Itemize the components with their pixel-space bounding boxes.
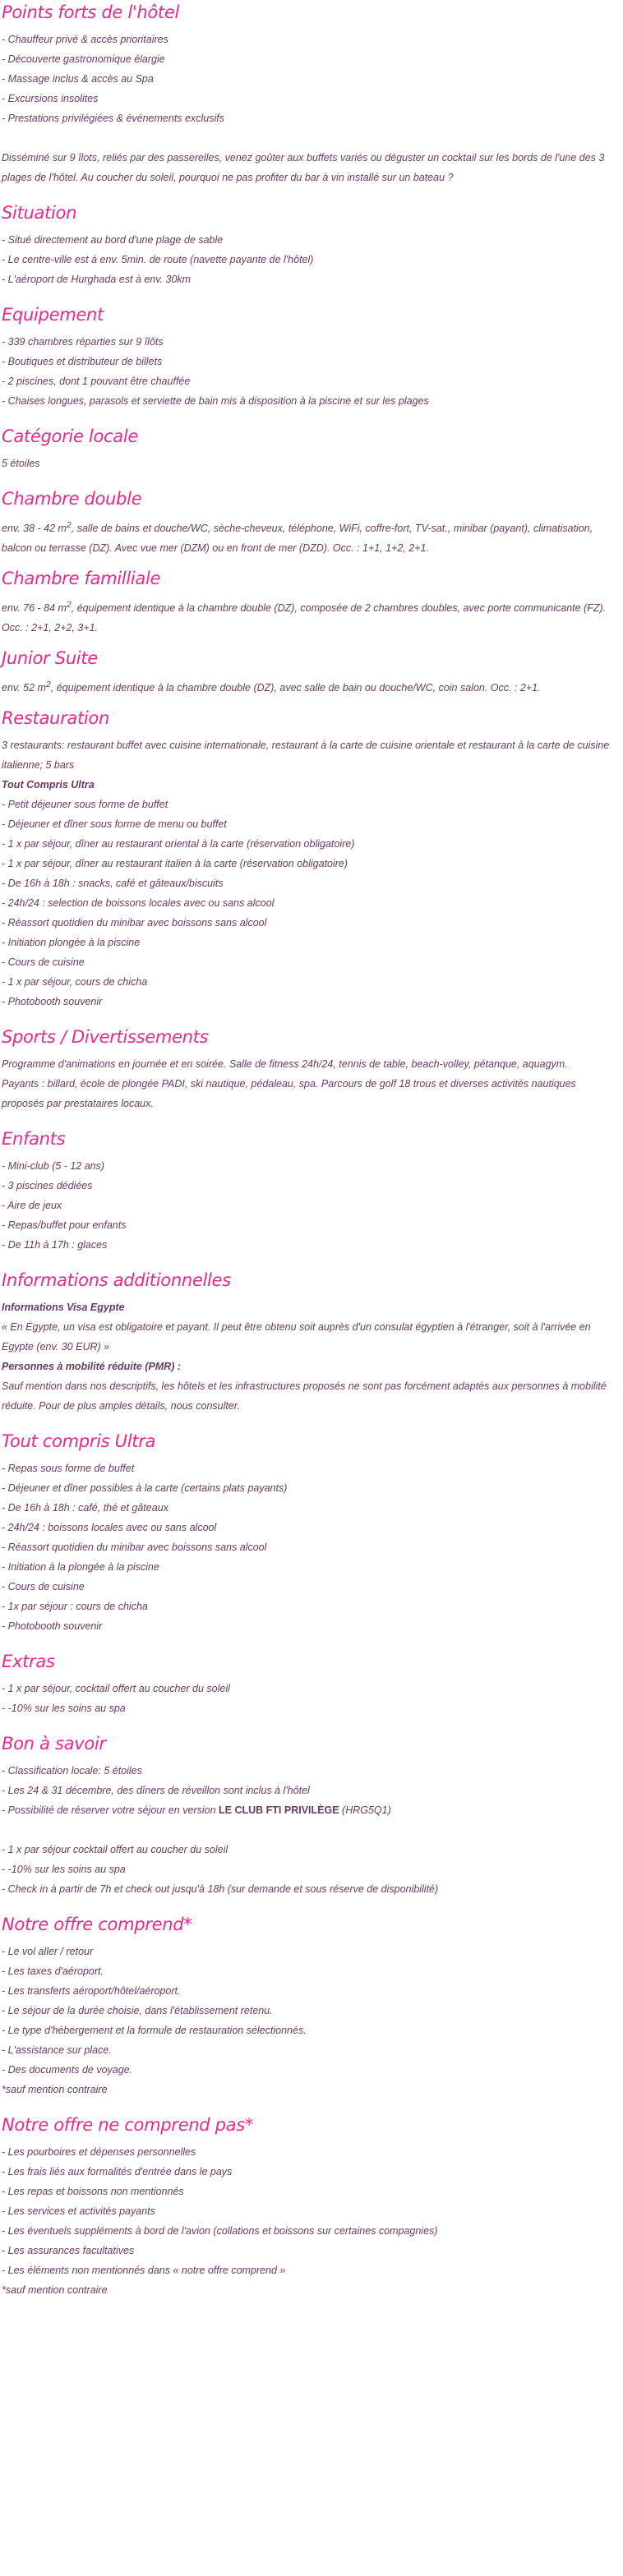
list-item: *sauf mention contraire	[2, 2084, 108, 2096]
tout-compris-list	[2, 1459, 618, 1636]
list-item: - -10% sur les soins au spa	[2, 1864, 126, 1876]
visa-text: « En Égypte, un visa est obligatoire et payant. Il peut être obtenu soit auprès d'un consulat égyptien à l'étranger, soit à l'arrivée en Egypte (env. 30 EUR) »	[2, 1321, 591, 1353]
section-title: Extras	[2, 1652, 55, 1672]
list-item: - Excursions insolites	[2, 93, 99, 104]
bon-a-savoir-list-a	[2, 1761, 618, 1800]
list-item: - 1 x par séjour, cours de chicha	[2, 976, 148, 988]
list-item: - Le vol aller / retour	[2, 1946, 94, 1958]
section-title: Chambre double	[2, 489, 142, 509]
enfants-list	[2, 1156, 618, 1255]
list-item: - Les éventuels suppléments à bord de l'avion (collations et boissons sur certaines compagnies)	[2, 2225, 438, 2237]
list-item: - Initiation plongée à la piscine	[2, 937, 141, 949]
categorie-text: 5 étoiles	[2, 458, 40, 469]
list-item: - Les taxes d'aéroport.	[2, 1965, 104, 1978]
list-item: - Les pourboires et dépenses personnelles	[2, 2146, 196, 2159]
superscript: 2	[66, 601, 72, 611]
list-item: - Situé directement au bord d'une plage de sable	[2, 234, 224, 246]
list-item: - 1x par séjour : cours de chicha	[2, 1601, 148, 1613]
text-part: env. 76 - 84 m	[2, 602, 67, 615]
list-item: - Réassort quotidien du minibar avec boissons sans alcool	[2, 1541, 267, 1554]
list-item: - De 16h à 18h : café, thé et gâteaux	[2, 1502, 168, 1514]
list-item: - Les assurances facultatives	[2, 2245, 135, 2257]
situation-list	[2, 230, 618, 289]
list-item: - Les transferts aéroport/hôtel/aéroport.	[2, 1985, 181, 1998]
visa-title: Informations Visa Egypte	[2, 1302, 125, 1314]
list-item: - Les frais liés aux formalités d'entrée dans le pays	[2, 2166, 233, 2178]
restauration-list	[2, 795, 618, 1012]
list-item: - 1 x par séjour, cocktail offert au coucher du soleil	[2, 1683, 230, 1695]
list-item: - Des documents de voyage.	[2, 2064, 133, 2076]
section-enfants	[2, 1127, 618, 1255]
section-bon-a-savoir	[2, 1731, 618, 1899]
superscript: 2	[66, 521, 72, 530]
section-infos	[2, 1268, 618, 1416]
superscript: 2	[45, 680, 51, 690]
section-title: Sports / Divertissements	[2, 1027, 209, 1048]
section-restauration	[2, 706, 618, 1012]
list-item: - Découverte gastronomique élargie	[2, 53, 165, 65]
section-chambre-double	[2, 486, 618, 558]
restauration-subtitle: Tout Compris Ultra	[2, 779, 95, 791]
text-part: , équipement identique à la chambre double (DZ), composée de 2 chambres doubles, avec porte communicante (FZ). Occ. : 2+1, 2+2, 3+1.	[2, 602, 607, 634]
offre-comprend-list	[2, 1942, 618, 2099]
list-item: - Classification locale: 5 étoiles	[2, 1765, 142, 1777]
list-item: - Le type d'hébergement et la formule de restauration sélectionnés.	[2, 2025, 307, 2037]
club-code: (HRG5Q1)	[339, 1804, 391, 1817]
section-title: Situation	[2, 203, 77, 223]
section-title: Notre offre comprend*	[2, 1915, 192, 1935]
section-offre-comprend	[2, 1912, 618, 2099]
junior-suite-text	[2, 675, 618, 698]
section-title: Equipement	[2, 305, 104, 325]
list-item: - De 16h à 18h : snacks, café et gâteaux/biscuits	[2, 878, 224, 890]
pmr-title: Personnes à mobilité réduite (PMR) :	[2, 1361, 182, 1373]
section-title: Points forts de l'hôtel	[2, 2, 180, 22]
list-item: - Aire de jeux	[2, 1200, 62, 1212]
section-title: Informations additionnelles	[2, 1270, 231, 1291]
list-item: - 1 x par séjour, dîner au restaurant italien à la carte (réservation obligatoire)	[2, 858, 348, 870]
list-item: - Déjeuner et dîner possibles à la carte (certains plats payants)	[2, 1482, 288, 1495]
list-item: - 1 x par séjour, dîner au restaurant oriental à la carte (réservation obligatoire)	[2, 838, 355, 850]
list-item: - 2 piscines, dont 1 pouvant être chauffée	[2, 376, 191, 387]
list-item: - Photobooth souvenir	[2, 996, 103, 1008]
restauration-intro: 3 restaurants: restaurant buffet avec cuisine internationale, restaurant à la carte de cuisine orientale et restaurant à la carte de cuisine italienne; 5 bars	[2, 740, 610, 772]
extras-list	[2, 1679, 618, 1718]
list-item: - Initiation à la plongée à la piscine	[2, 1561, 159, 1574]
list-item: - Chaises longues, parasols et serviette de bain mis à disposition à la piscine et sur les plages	[2, 395, 429, 407]
list-item: - 1 x par séjour cocktail offert au coucher du soleil	[2, 1844, 228, 1856]
list-item: - Le centre-ville est à env. 5min. de route (navette payante de l'hôtel)	[2, 254, 314, 265]
list-item: - Check in à partir de 7h et check out jusqu'à 18h (sur demande et sous réserve de disponibilité)	[2, 1883, 439, 1896]
section-offre-ne-comprend	[2, 2113, 618, 2300]
section-title: Bon à savoir	[2, 1734, 106, 1754]
list-item: - Réassort quotidien du minibar avec boissons sans alcool	[2, 917, 267, 929]
list-item: - Déjeuner et dîner sous forme de menu ou buffet	[2, 818, 227, 831]
section-situation	[2, 200, 618, 289]
list-item: - Prestations privilégiées & événements exclusifs	[2, 113, 224, 124]
list-item: - 3 piscines dédiées	[2, 1180, 93, 1192]
club-line	[2, 1800, 618, 1820]
list-item: - De 11h à 17h : glaces	[2, 1239, 108, 1251]
section-title: Tout compris Ultra	[2, 1431, 156, 1452]
list-item: - -10% sur les soins au spa	[2, 1703, 126, 1715]
list-item: - Petit déjeuner sous forme de buffet	[2, 799, 168, 811]
section-title: Catégorie locale	[2, 426, 138, 446]
list-item: - Cours de cuisine	[2, 1581, 85, 1593]
section-equipement	[2, 302, 618, 411]
bon-a-savoir-list-b	[2, 1840, 618, 1899]
text-part: env. 38 - 42 m	[2, 523, 67, 535]
sports-text-1: Programme d'animations en journée et en soirée. Salle de fitness 24h/24, tennis de table, beach-volley, pétanque, aquagym.	[2, 1058, 568, 1071]
section-title: Enfants	[2, 1129, 66, 1150]
list-item: - Repas/buffet pour enfants	[2, 1219, 127, 1232]
highlights-list	[2, 30, 618, 128]
section-chambre-familiale	[2, 566, 618, 638]
club-name: LE CLUB FTI PRIVILÈGE	[219, 1804, 339, 1817]
offre-ne-comprend-list	[2, 2142, 618, 2300]
list-item: - L'assistance sur place.	[2, 2044, 112, 2057]
text-part: - Possibilité de réserver votre séjour en version	[2, 1804, 219, 1817]
list-item: - Photobooth souvenir	[2, 1620, 103, 1633]
chambre-familiale-text	[2, 596, 618, 638]
section-title: Restauration	[2, 708, 109, 729]
sports-text-2: Payants : billard, école de plongée PADI, ski nautique, pédaleau, spa. Parcours de golf 18 trous et diverses activités nautiques proposés par prestataires locaux.	[2, 1078, 576, 1110]
section-title: Junior Suite	[2, 648, 98, 669]
text-part: , salle de bains et douche/WC, sèche-cheveux, téléphone, WiFi, coffre-fort, TV-sat., minibar (payant), climatisation, balcon ou terrasse (DZ). Avec vue mer (DZM) ou en front de mer (DZD). Occ. : 1+1, 1+2, 2+1.	[2, 523, 593, 555]
list-item: - Massage inclus & accès au Spa	[2, 73, 154, 85]
section-tout-compris	[2, 1429, 618, 1636]
list-item: - Les éléments non mentionnés dans « notre offre comprend »	[2, 2265, 286, 2277]
text-part: env. 52 m	[2, 682, 46, 694]
intro-paragraph: Disséminé sur 9 îlots, reliés par des passerelles, venez goûter aux buffets variés ou déguster un cocktail sur les bords de l'une des 3 plages de l'hôtel. Au coucher du soleil, pourquoi ne pas profiter du bar à vin installé sur un bateau ?	[2, 152, 605, 183]
section-extras	[2, 1649, 618, 1718]
section-junior-suite	[2, 646, 618, 698]
text-part: , équipement identique à la chambre double (DZ), avec salle de bain ou douche/WC, coin salon. Occ. : 2+1.	[50, 682, 541, 694]
section-sports	[2, 1025, 618, 1113]
list-item: - Les services et activités payants	[2, 2205, 155, 2218]
pmr-text: Sauf mention dans nos descriptifs, les hôtels et les infrastructures proposés ne sont pas forcément adaptés aux personnes à mobilité réduite. Pour de plus amples détails, nous consulter.	[2, 1380, 607, 1412]
section-title: Notre offre ne comprend pas*	[2, 2115, 254, 2136]
list-item: - Le séjour de la durée choisie, dans l'établissement retenu.	[2, 2005, 273, 2017]
list-item: - 339 chambres réparties sur 9 îlôts	[2, 336, 164, 348]
list-item: - Chauffeur privé & accès prioritaires	[2, 34, 168, 45]
list-item: - 24h/24 : selection de boissons locales avec ou sans alcool	[2, 897, 275, 910]
section-title: Chambre familliale	[2, 569, 161, 589]
list-item: - L'aéroport de Hurghada est à env. 30km	[2, 274, 192, 285]
list-item: - Mini-club (5 - 12 ans)	[2, 1160, 105, 1173]
section-points-forts	[2, 0, 618, 187]
list-item: *sauf mention contraire	[2, 2284, 108, 2297]
list-item: - Repas sous forme de buffet	[2, 1463, 135, 1475]
section-categorie	[2, 424, 618, 473]
chambre-double-text	[2, 516, 618, 558]
list-item: - 24h/24 : boissons locales avec ou sans alcool	[2, 1522, 217, 1534]
equipement-list	[2, 332, 618, 411]
list-item: - Cours de cuisine	[2, 956, 85, 969]
list-item: - Les repas et boissons non mentionnés	[2, 2186, 184, 2198]
list-item: - Boutiques et distributeur de billets	[2, 356, 163, 367]
list-item: - Les 24 & 31 décembre, des dîners de réveillon sont inclus à l'hôtel	[2, 1785, 310, 1797]
